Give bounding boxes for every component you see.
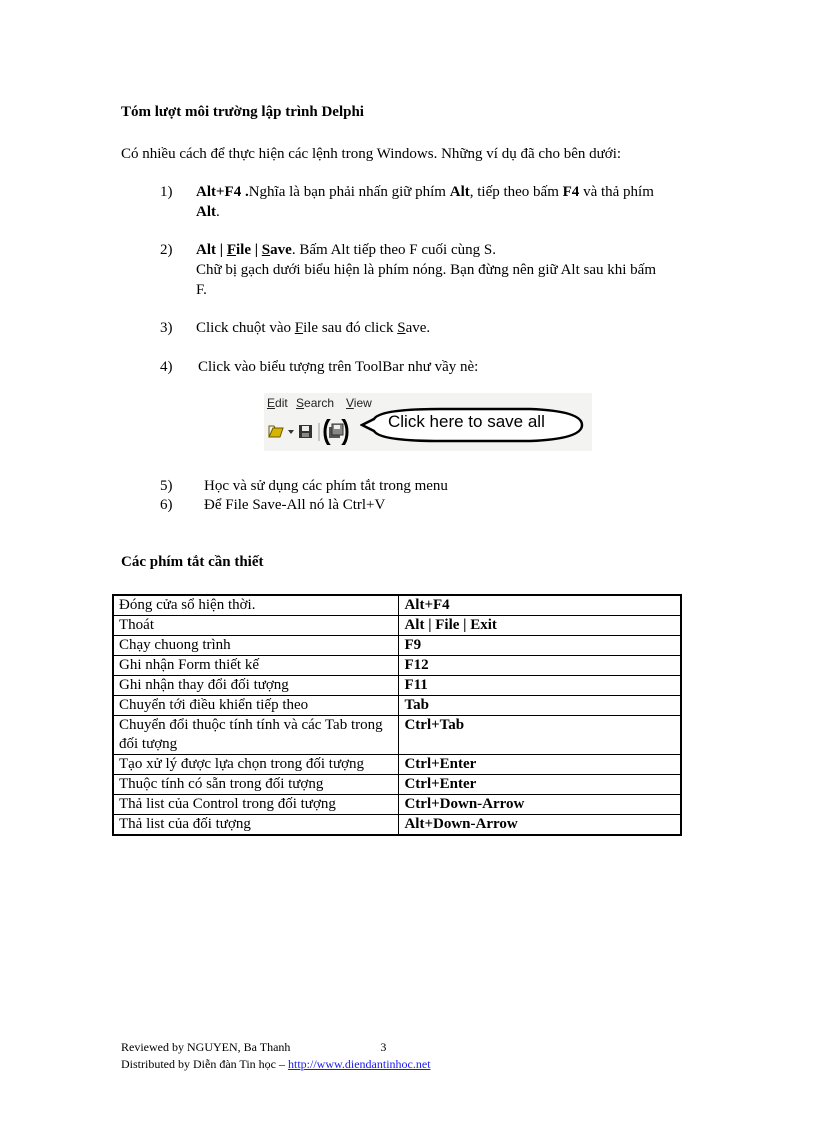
- shortcut-description: Tạo xử lý được lựa chọn trong đối tượng: [113, 755, 399, 775]
- shortcut-key: Ctrl+Tab: [399, 716, 681, 755]
- menu-edit: Edit: [267, 396, 288, 410]
- shortcut-key: Ctrl+Down-Arrow: [399, 795, 681, 815]
- table-row: [113, 696, 681, 716]
- table-row: [113, 656, 681, 676]
- shortcut-description: Đóng cửa sổ hiện thời.: [113, 595, 399, 616]
- footer-distributed: Distributed by Diễn đàn Tin học –: [121, 1057, 288, 1071]
- item-text: Để File Save-All nó là Ctrl+V: [204, 497, 386, 513]
- table-row: [113, 595, 681, 616]
- shortcut-key: Alt+Down-Arrow: [399, 815, 681, 836]
- item-text: Alt | File | Save. Bấm Alt tiếp theo F cuối cùng S.: [196, 242, 496, 258]
- table-row: [113, 815, 681, 836]
- item-text: Học và sử dụng các phím tắt trong menu: [204, 478, 448, 494]
- shortcut-description: Thoát: [113, 616, 399, 636]
- table-row: [113, 795, 681, 815]
- item-text: Alt+F4 .Nghĩa là bạn phải nhấn giữ phím Alt, tiếp theo bấm F4 và thả phím: [196, 184, 654, 200]
- table-row: [113, 676, 681, 696]
- shortcut-key: F11: [399, 676, 681, 696]
- page-title: Tóm lượt môi trường lập trình Delphi: [121, 104, 364, 120]
- item-number: 4): [160, 359, 173, 375]
- shortcut-key: Tab: [399, 696, 681, 716]
- shortcuts-table-body: [113, 595, 681, 835]
- shortcut-key: F12: [399, 656, 681, 676]
- footer-reviewed: Reviewed by NGUYEN, Ba Thanh: [121, 1040, 291, 1054]
- footer-line-2: [121, 1056, 431, 1073]
- shortcut-description: Chuyển đổi thuộc tính tính và các Tab trong đối tượng: [113, 716, 399, 755]
- item-text-line3: F.: [196, 282, 207, 298]
- menu-view: View: [346, 396, 372, 410]
- open-folder-icon: [269, 426, 283, 437]
- item-number: 1): [160, 184, 173, 200]
- item-number: 5): [160, 478, 173, 494]
- item-text-line2: Chữ bị gạch dưới biểu hiện là phím nóng. Bạn đừng nên giữ Alt sau khi bấm: [196, 262, 656, 278]
- shortcut-description: Thả list của đối tượng: [113, 815, 399, 836]
- item-number: 2): [160, 242, 173, 258]
- footer-link[interactable]: http://www.diendantinhoc.net: [288, 1057, 431, 1071]
- shortcut-description: Chạy chuong trình: [113, 636, 399, 656]
- intro-paragraph: Có nhiều cách để thực hiện các lệnh trong Windows. Những ví dụ đã cho bên dưới:: [121, 146, 622, 162]
- table-row: [113, 775, 681, 795]
- item-text: Click chuột vào File sau đó click Save.: [196, 320, 431, 336]
- table-row: [113, 616, 681, 636]
- shortcut-key: Alt | File | Exit: [399, 616, 681, 636]
- shortcut-description: Chuyển tới điều khiển tiếp theo: [113, 696, 399, 716]
- table-row: [113, 755, 681, 775]
- shortcut-key: F9: [399, 636, 681, 656]
- toolbar-screenshot: [264, 393, 592, 451]
- toolbar-icons: [268, 419, 368, 445]
- shortcut-key: Ctrl+Enter: [399, 775, 681, 795]
- menu-search: Search: [296, 396, 335, 410]
- table-row: [113, 636, 681, 656]
- shortcut-description: Thuộc tính có sẵn trong đối tượng: [113, 775, 399, 795]
- page-number: 3: [380, 1040, 387, 1054]
- item-number: 3): [160, 320, 173, 336]
- page-footer: [121, 1039, 431, 1073]
- shortcuts-table: [112, 594, 682, 836]
- table-row: [113, 716, 681, 755]
- shortcut-description: Ghi nhận Form thiết kế: [113, 656, 399, 676]
- callout-text: Click here to save all: [388, 412, 545, 431]
- shortcut-key: Ctrl+Enter: [399, 755, 681, 775]
- shortcut-description: Ghi nhận thay đổi đối tượng: [113, 676, 399, 696]
- save-all-icon: [325, 419, 347, 445]
- footer-line-1: [121, 1039, 431, 1056]
- item-text: Click vào biểu tượng trên ToolBar như vầy nè:: [198, 359, 479, 375]
- item-text-line2: Alt.: [196, 204, 220, 220]
- shortcut-description: Thả list của Control trong đối tượng: [113, 795, 399, 815]
- section-title: Các phím tắt cần thiết: [121, 554, 264, 570]
- shortcut-key: Alt+F4: [399, 595, 681, 616]
- item-number: 6): [160, 497, 173, 513]
- dropdown-arrow-icon: [288, 430, 294, 434]
- save-icon: [299, 425, 312, 438]
